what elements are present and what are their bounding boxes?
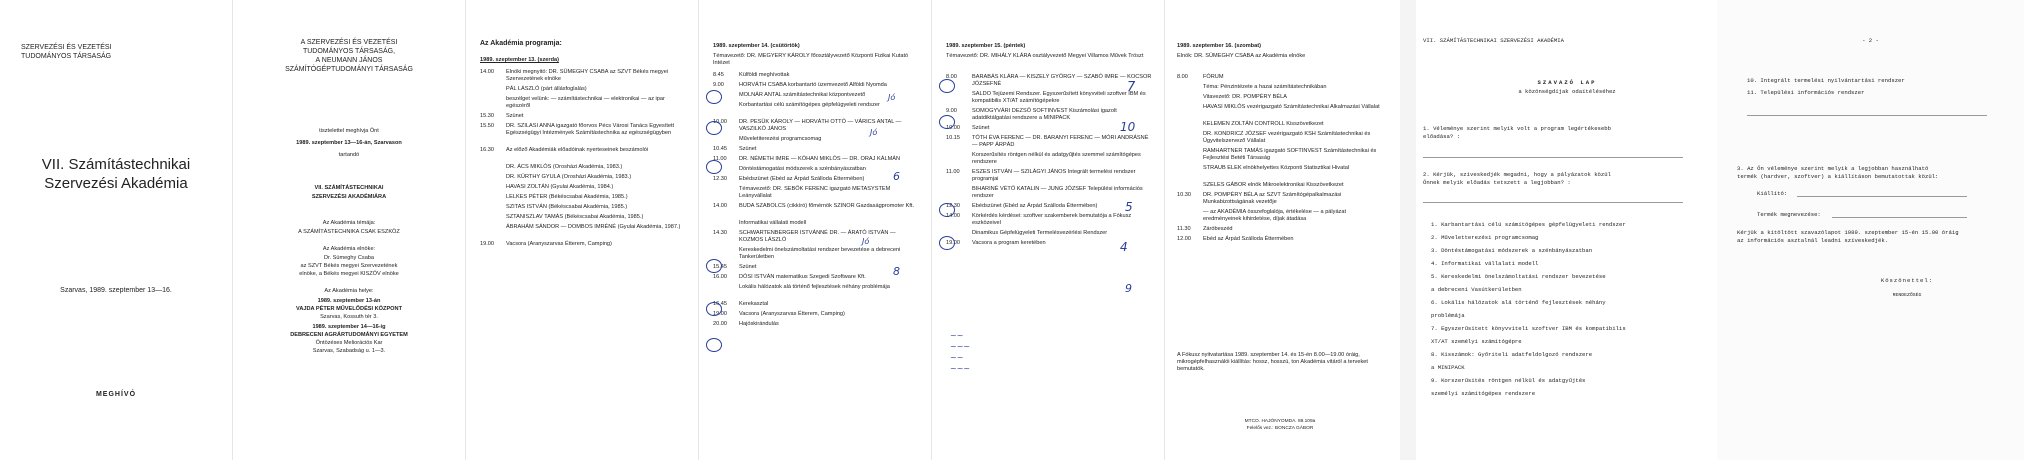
venue2-address: Szarvas, Szabadság u. 1—3. (312, 348, 386, 354)
venue2-name: DEBRECENI AGRÁRTUDOMÁNYI EGYETEM (290, 332, 408, 338)
pen-circle (706, 259, 722, 273)
venue1-address: Szarvas, Kossuth tér 3. (320, 314, 378, 320)
program-item: Lokális hálózatok alá történő fejlesztések néhány problémája (739, 284, 890, 290)
program-item: SOMOGYVÁRI DEZSŐ SOFTINVEST Kiszámolási igazolt adatdiktálgatási rendszere a MINIPACK (972, 108, 1117, 121)
handwritten-number: 10 (1120, 120, 1136, 134)
handwritten-number: 7 (1127, 80, 1136, 95)
cover-title-2: Szervezési Akadémia (44, 175, 188, 192)
program-item: BARABÁS KLÁRA — KISZELY GYÖRGY — SZABÓ IMRE — KOCSOR JÓZSEFNÉ (972, 74, 1152, 87)
program-time: 15.30 (480, 113, 494, 119)
program-15-list (946, 74, 1156, 364)
program-item: Döntéstámogatási módszerek a szénbányászatban (739, 166, 866, 172)
exhibitor-label: Kiállító: (1757, 190, 1788, 197)
program-item: LELKES PÉTER (Békéscsabai Akadémia, 1985.) (506, 194, 628, 200)
program-item: Elnöki megnyitó: DR. SÜMEGHY CSABA az SZVT Békés megyei Szervezetének elnöke (506, 69, 669, 82)
voting-form-page-1 (1417, 0, 1717, 460)
program-time: 14.30 (713, 230, 727, 236)
program-item: Téma: Pénzintézete a hazai számítástechnikában (1203, 84, 1327, 90)
answer-line-3[interactable] (1747, 115, 1987, 116)
closing: Köszönettel: (1880, 277, 1934, 284)
day-14-heading: 1989. szeptember 14. (csütörtök) (713, 43, 800, 49)
signature: RENDEZŐSÉG (1892, 293, 1922, 298)
chair-1: Dr. Sümeghy Csaba (323, 255, 375, 261)
academy-1: VII. SZÁMÍTÁSTECHNIKAI (314, 185, 384, 191)
vote-option[interactable]: a MINIPACK (1431, 364, 1465, 371)
program-item: DR. POMPÉRY BÉLA az SZVT Számítógépalkalmazási Munkabizottságának vezetője (1203, 192, 1342, 205)
vote-option[interactable]: 7. Egyszerűsített könyvviteli szoftver IBM és kompatibilis (1431, 325, 1626, 332)
program-time: 9.00 (713, 82, 724, 88)
pen-circle (706, 302, 722, 316)
printer-line-1: MTCO. HAJÓNYOMDA. 89.109a (1244, 419, 1316, 424)
fold-line (1400, 0, 1416, 460)
request-2: az információs asztalnál leadni szíveskedjék. (1737, 237, 1889, 244)
program-item: ÁBRAHÁM SÁNDOR — DOMBOS IMRÉNÉ (Gyulai Akadémia, 1987.) (506, 224, 681, 230)
program-13-list (480, 69, 690, 399)
vote-option[interactable]: 9. Korszerűsítés röntgen nélkül és adatgyűjtés (1431, 377, 1586, 384)
program-item: Vacsora a program keretében (972, 240, 1046, 246)
program-time: 12.30 (946, 203, 960, 209)
program-item: DR. ÁCS MIKLÓS (Orosházi Akadémia, 1983.) (506, 164, 623, 170)
invitation-panel (233, 0, 465, 460)
vote-option[interactable]: 8. Kisszámok: Győriteli adatfeldolgozó rendszere (1431, 351, 1593, 358)
program-time: 9.00 (946, 108, 957, 114)
vote-option[interactable]: problémája (1431, 312, 1465, 319)
program-time: 14.00 (713, 203, 727, 209)
program-item: Ebéd az Árpád Szálloda Éttermében (1203, 236, 1294, 242)
invite-text: tisztelettel meghívja Önt (319, 128, 379, 134)
program-item: DÓSI ISTVÁN matematikus Szegedi Szoftware Kft. (739, 274, 866, 280)
program-item: Ebédszünet (Ebéd az Árpád Szálloda Éttermében) (972, 203, 1098, 209)
program-time: 11.00 (713, 156, 727, 162)
pen-circle (939, 236, 955, 250)
program-time: 10.00 (946, 125, 960, 131)
program-item: SZITAS ISTVÁN (Békéscsabai Akadémia, 1985.) (506, 204, 628, 210)
venue2-date: 1989. szeptember 14—16-ig (312, 324, 386, 330)
question-1a: 1. Véleménye szerint melyik volt a program legértékesebb (1423, 125, 1611, 132)
program-item: — az AKADÉMIA összefoglalója, értékelése — a pályázat eredményeinek kihirdetése, díjak átadása (1203, 209, 1347, 222)
program-item: Hajóskirándulás (739, 321, 779, 327)
program-item: Témavezető: DR. SEBŐK FERENC igazgató METASYSTEM Leányvállalat (739, 186, 891, 199)
day-15-heading: 1989. szeptember 15. (péntek) (946, 43, 1026, 49)
program-time: 19.00 (946, 240, 960, 246)
program-time: 12.30 (713, 176, 727, 182)
chair-2: az SZVT Békés megyei Szervezetének (300, 263, 398, 269)
handwritten-note: Jó (870, 128, 878, 137)
program-item: HORVÁTH CSABA korbantartó üzemvezető Alföldi Nyomda (739, 82, 887, 88)
page-number: - 2 - (1862, 37, 1879, 44)
question-2b: Önnek melyik előadás tetszett a legjobban? : (1423, 179, 1571, 186)
form-subtitle: a közönségdíjak odaítéléséhez (1518, 88, 1616, 95)
cover-date-line: Szarvas, 1989. szeptember 13—16. (60, 287, 172, 294)
exhibitor-field[interactable] (1797, 196, 1967, 197)
program-item: Dinamikus Gépfelügyeleti Termelésvezérlési Rendszer (972, 230, 1108, 236)
program-item: Szünet (972, 125, 990, 131)
program-time: 16.00 (713, 274, 727, 280)
options-list (1431, 221, 1711, 431)
invite-held: tartandó (338, 152, 360, 158)
pen-circle (939, 115, 955, 129)
question-1b: előadása? : (1423, 133, 1460, 140)
program-item: FÓRUM (1203, 74, 1224, 80)
answer-line-2[interactable] (1423, 202, 1683, 203)
program-item: beszélget velünk: — számítástechnikai — elektronikai — az ipar egészéről (506, 96, 665, 109)
program-time: 20.00 (713, 321, 727, 327)
day-13-heading: 1989. szeptember 13. (szerda) (480, 57, 559, 63)
question-2a: 2. Kérjük, szíveskedjék megadni, hogy a pályázatok közül (1423, 171, 1611, 178)
venue2-faculty: Öntözéses Meliorációs Kar (315, 340, 383, 346)
program-item: MOLNÁR ANTAL számítástechnikai központvezető (739, 92, 866, 98)
program-time: 15.50 (480, 123, 494, 129)
pen-circle (706, 121, 722, 135)
theme: A SZÁMÍTÁSTECHNIKA CSAK ESZKÖZ (298, 229, 400, 235)
handwritten-number: 5 (1125, 200, 1133, 214)
program-item: Szünet (506, 113, 524, 119)
program-item: SZELES GÁBOR elnök Mikroelektronikai Kisszövetkezet (1203, 182, 1344, 188)
program-item: DR. KÜRTHY GYULA (Orosházi Akadémia, 1983.) (506, 174, 632, 180)
program-heading: Az Akadémia programja: (480, 40, 562, 47)
program-item: SZTANISZLAV TAMÁS (Békéscsabai Akadémia, 1985.) (506, 214, 644, 220)
invite-when: 1989. szeptember 13—16-án, Szarvason (296, 140, 402, 146)
program-time: 14.00 (480, 69, 494, 75)
program-13-panel (466, 0, 698, 460)
pen-circle (706, 90, 722, 104)
program-item: Vacsora (Aranyszarvas Étterem, Camping) (739, 311, 845, 317)
hosts-4: SZÁMÍTÓGÉPTUDOMÁNYI TÁRSASÁG (285, 66, 413, 73)
program-item: SALDO Tejüzemi Rendszer. Egyszerűsített könyvviteli szoftver IBM és kompatibilis XT/AT számítógépekre (972, 91, 1146, 104)
handwritten-number: 6 (893, 170, 900, 183)
program-item: SCHWARTENBERGER ISTVÁNNÉ DR. — ÁRATÓ ISTVÁN — KOZMOS LÁSZLÓ (739, 230, 896, 243)
program-item: Korszerűsítés röntgen nélkül és adatgyűjtés szemmel számítógépes rendszere (972, 152, 1141, 165)
program-time: 10.45 (713, 146, 727, 152)
program-16-panel (1165, 0, 1395, 460)
printer-line-2: Felelős vez.: BONCZA GÁBOR (1246, 426, 1314, 431)
program-item: BUDA SZABOLCS (cikkíró) főmérnök SZINOR Gazdaságpromoter Kft. (739, 203, 915, 209)
venue1-date: 1989. szeptember 13-án (317, 298, 381, 304)
cover-panel (0, 0, 232, 460)
program-item: DR. NÉMETH IMRE — KÓHAN MIKLÓS — DR. ORAJ KÁLMÁN (739, 156, 900, 162)
vote-option[interactable]: 5. Kereskedelmi önelszámoltatási rendszer bevezetése (1431, 273, 1606, 280)
program-time: 15.45 (713, 264, 727, 270)
program-item: BIHARINÉ VÉTŐ KATALIN — JUNG JÓZSEF Települési információs rendszer (972, 186, 1143, 199)
hosts-3: A NEUMANN JÁNOS (315, 57, 383, 64)
cover-title-1: VII. Számítástechnikai (41, 156, 191, 173)
handwritten-scribble: ~~ ~~~ ~~ ~~~ (950, 331, 971, 373)
program-14-panel (699, 0, 931, 460)
product-label: Termék megnevezése: (1757, 211, 1821, 218)
program-time: 16.30 (480, 147, 494, 153)
theme-label: Az Akadémia témája: (322, 220, 376, 226)
chair-3: elnöke, a Békés megyei KISZÖV elnöke (299, 271, 399, 277)
program-time: 16.45 (713, 301, 727, 307)
pen-circle (706, 338, 722, 352)
cover-meghivo: MEGHÍVÓ (95, 391, 137, 398)
vote-option[interactable]: 4. Informatikai vállalati modell (1431, 260, 1539, 267)
day-16-chair: Elnök: DR. SÜMEGHY CSABA az Akadémia elnöke (1177, 53, 1306, 59)
request-1: Kérjük a kitöltött szavazólapot 1989. szeptember 15-én 15.00 óráig (1737, 229, 1959, 236)
program-item: ESZES ISTVÁN — SZILÁGYI JÁNOS Integrált termelési rendszer programjai (972, 169, 1136, 182)
exhibition-note: A Fókusz nyitvatartása 1989. szeptember 14. és 15-én 8.00—19.00 óráig, mikrogépfelhasználói kiállítás: hossz, hosszú, ton Akadémia vitáról a terveket bemutatók. (1177, 352, 1368, 372)
venue1-name: VAJDA PÉTER MŰVELŐDÉSI KÖZPONT (296, 306, 402, 312)
form-title: SZAVAZÓ LAP (1537, 79, 1597, 86)
chair-label: Az Akadémia elnöke: (322, 246, 376, 252)
form-header: VII. SZÁMÍTÁSTECHNIKAI SZERVEZÉSI AKADÉMIA (1423, 37, 1564, 44)
program-time: 14.00 (946, 213, 960, 219)
program-item: Külföldi meghívottak (739, 72, 790, 78)
program-item: Az előző Akadémiák előadóinak nyerteseinek beszámolói (506, 147, 649, 153)
program-16-list (1177, 74, 1387, 364)
program-time: 8.00 (1177, 74, 1188, 80)
program-time: 11.00 (946, 169, 960, 175)
pen-circle (706, 160, 722, 174)
program-item: Záróbeszéd (1203, 226, 1233, 232)
program-item: TÓTH ÉVA FERENC — DR. BARANYI FERENC — MÓRI ANDRÁSNÉ — PAPP ÁRPÁD (972, 135, 1149, 148)
vote-option[interactable]: a debreceni Vasútkerületben (1431, 286, 1522, 293)
day-16-heading: 1989. szeptember 16. (szombat) (1177, 43, 1261, 49)
program-time: 19.00 (480, 241, 494, 247)
handwritten-note: Jó (862, 237, 870, 246)
program-item: Ebédszünet (Ebéd az Árpád Szálloda Éttermében) (739, 176, 865, 182)
program-time: 12.00 (1177, 236, 1191, 242)
program-item: Kereskedelmi önelszámoltatási rendszer bevezetése a debreceni Tankerületben (739, 247, 901, 260)
program-time: 8.45 (713, 72, 724, 78)
vote-option[interactable]: 3. Döntéstámogatási módszerek a szénbányászatban (1431, 247, 1593, 254)
handwritten-note: Jó (888, 93, 896, 102)
society-line-1: SZERVEZÉSI ÉS VEZETÉSI (21, 44, 112, 51)
question-3b: termék (hardver, szoftver) a kiállításon bemutatottak közül: (1737, 173, 1939, 180)
pen-circle (939, 79, 955, 93)
program-time: 10.30 (1177, 192, 1191, 198)
program-time: 11.30 (1177, 226, 1191, 232)
program-item: Műveletiterezési programcsomag (739, 136, 822, 142)
program-item: DR. KONDRICZ JÓZSEF vezérigazgató KSH Számítástechnikai és Ügyvitelszervező Vállalat (1203, 131, 1371, 144)
vote-option[interactable]: 1. Karbantartási célú számítógépes gépfelügyeleti rendszer (1431, 221, 1626, 228)
program-15-panel (932, 0, 1164, 460)
vote-option[interactable]: XT/AT személyi számítógépre (1431, 338, 1522, 345)
program-item: HAVASI MIKLÓS vezérigazgató Számítástechnikai Alkalmazási Vállalat (1203, 104, 1380, 110)
program-item: Vacsora (Aranyszarvas Étterem, Camping) (506, 241, 612, 247)
pen-circle (939, 203, 955, 217)
vote-option[interactable]: személyi számítógépes rendszere (1431, 390, 1536, 397)
handwritten-number: 4 (1120, 240, 1128, 254)
program-item: Körkérdés kérdései: szoftver szakemberek bemutatója a Fókusz eszközeivel (972, 213, 1132, 226)
program-item: Szünet (739, 264, 757, 270)
program-item: Informatikai vállalati modell (739, 220, 807, 226)
venue-label: Az Akadémia helye: (324, 288, 374, 294)
society-line-2: TUDOMÁNYOS TÁRSASÁG (21, 53, 112, 60)
program-time: 10.15 (946, 135, 960, 141)
academy-2: SZERVEZÉSI AKADÉMIÁRA (311, 194, 387, 200)
vote-option[interactable]: 6. Lokális hálózatok alá történő fejlesztések néhány (1431, 299, 1606, 306)
question-3a: 3. Az Ön véleménye szerint melyik a legjobban használható (1737, 165, 1929, 172)
program-item: Korbantartási célú számítógépes gépfelügyeleti rendszer (739, 102, 880, 108)
voting-form-page-2 (1717, 0, 2024, 460)
day-15-chair: Témavezető: DR. MIHÁLY KLÁRA osztályvezető Megyei Villamos Művek Tröszt (946, 53, 1144, 59)
vote-option[interactable]: 2. Műveletterezési programcsomag (1431, 234, 1539, 241)
program-time: 8.00 (946, 74, 957, 80)
handwritten-number: 9 (1125, 282, 1132, 295)
program-item: Kerekasztal (739, 301, 769, 307)
program-time: 10.00 (713, 119, 727, 125)
answer-line-1[interactable] (1423, 157, 1683, 158)
program-item: DR. PESÜK KÁROLY — HORVÁTH OTTÓ — VÁRICS ANTAL — VASZILKÓ JÁNOS (739, 119, 902, 132)
hosts-2: TUDOMÁNYOS TÁRSASÁG, (302, 48, 396, 55)
product-field[interactable] (1832, 217, 1967, 218)
option-11: 11. Települési információs rendszer (1747, 89, 1865, 96)
hosts-1: A SZERVEZÉSI ÉS VEZETÉSI (300, 39, 398, 46)
option-10: 10. Integrált termelési nyilvántartási rendszer (1747, 77, 1905, 84)
program-item: HAVASI ZOLTÁN (Gyulai Akadémia, 1984.) (506, 184, 614, 190)
program-item: Vitavezető: DR. POMPÉRY BÉLA (1203, 94, 1287, 100)
program-time: 19.00 (713, 311, 727, 317)
program-item: KELEMEN ZOLTÁN CONTROLL Kisszövetkezet (1203, 121, 1324, 127)
program-item: DR. SZILASI ANNA igazgató főorvos Pécs Városi Tanács Egyesített Egészségügyi Intézmények Számítástechnika az egészségügyben (506, 123, 675, 136)
program-14-list (713, 72, 923, 412)
program-item: RAMHARTNER TAMÁS igazgató SOFTINVEST Számítástechnikai és Fejlesztési Betéti Társaság (1203, 148, 1377, 161)
handwritten-number: 8 (893, 265, 900, 278)
program-item: Szünet (739, 146, 757, 152)
day-14-chair: Témavezető: DR. MEGYERY KÁROLY főosztályvezető Központi Fizikai Kutató Intézet (713, 53, 909, 66)
program-item: PÁL LÁSZLÓ (párt állásfoglalás) (506, 86, 587, 92)
program-item: STRAUB ELEK elnökhelyettes Központi Statisztikai Hivatal (1203, 165, 1350, 171)
